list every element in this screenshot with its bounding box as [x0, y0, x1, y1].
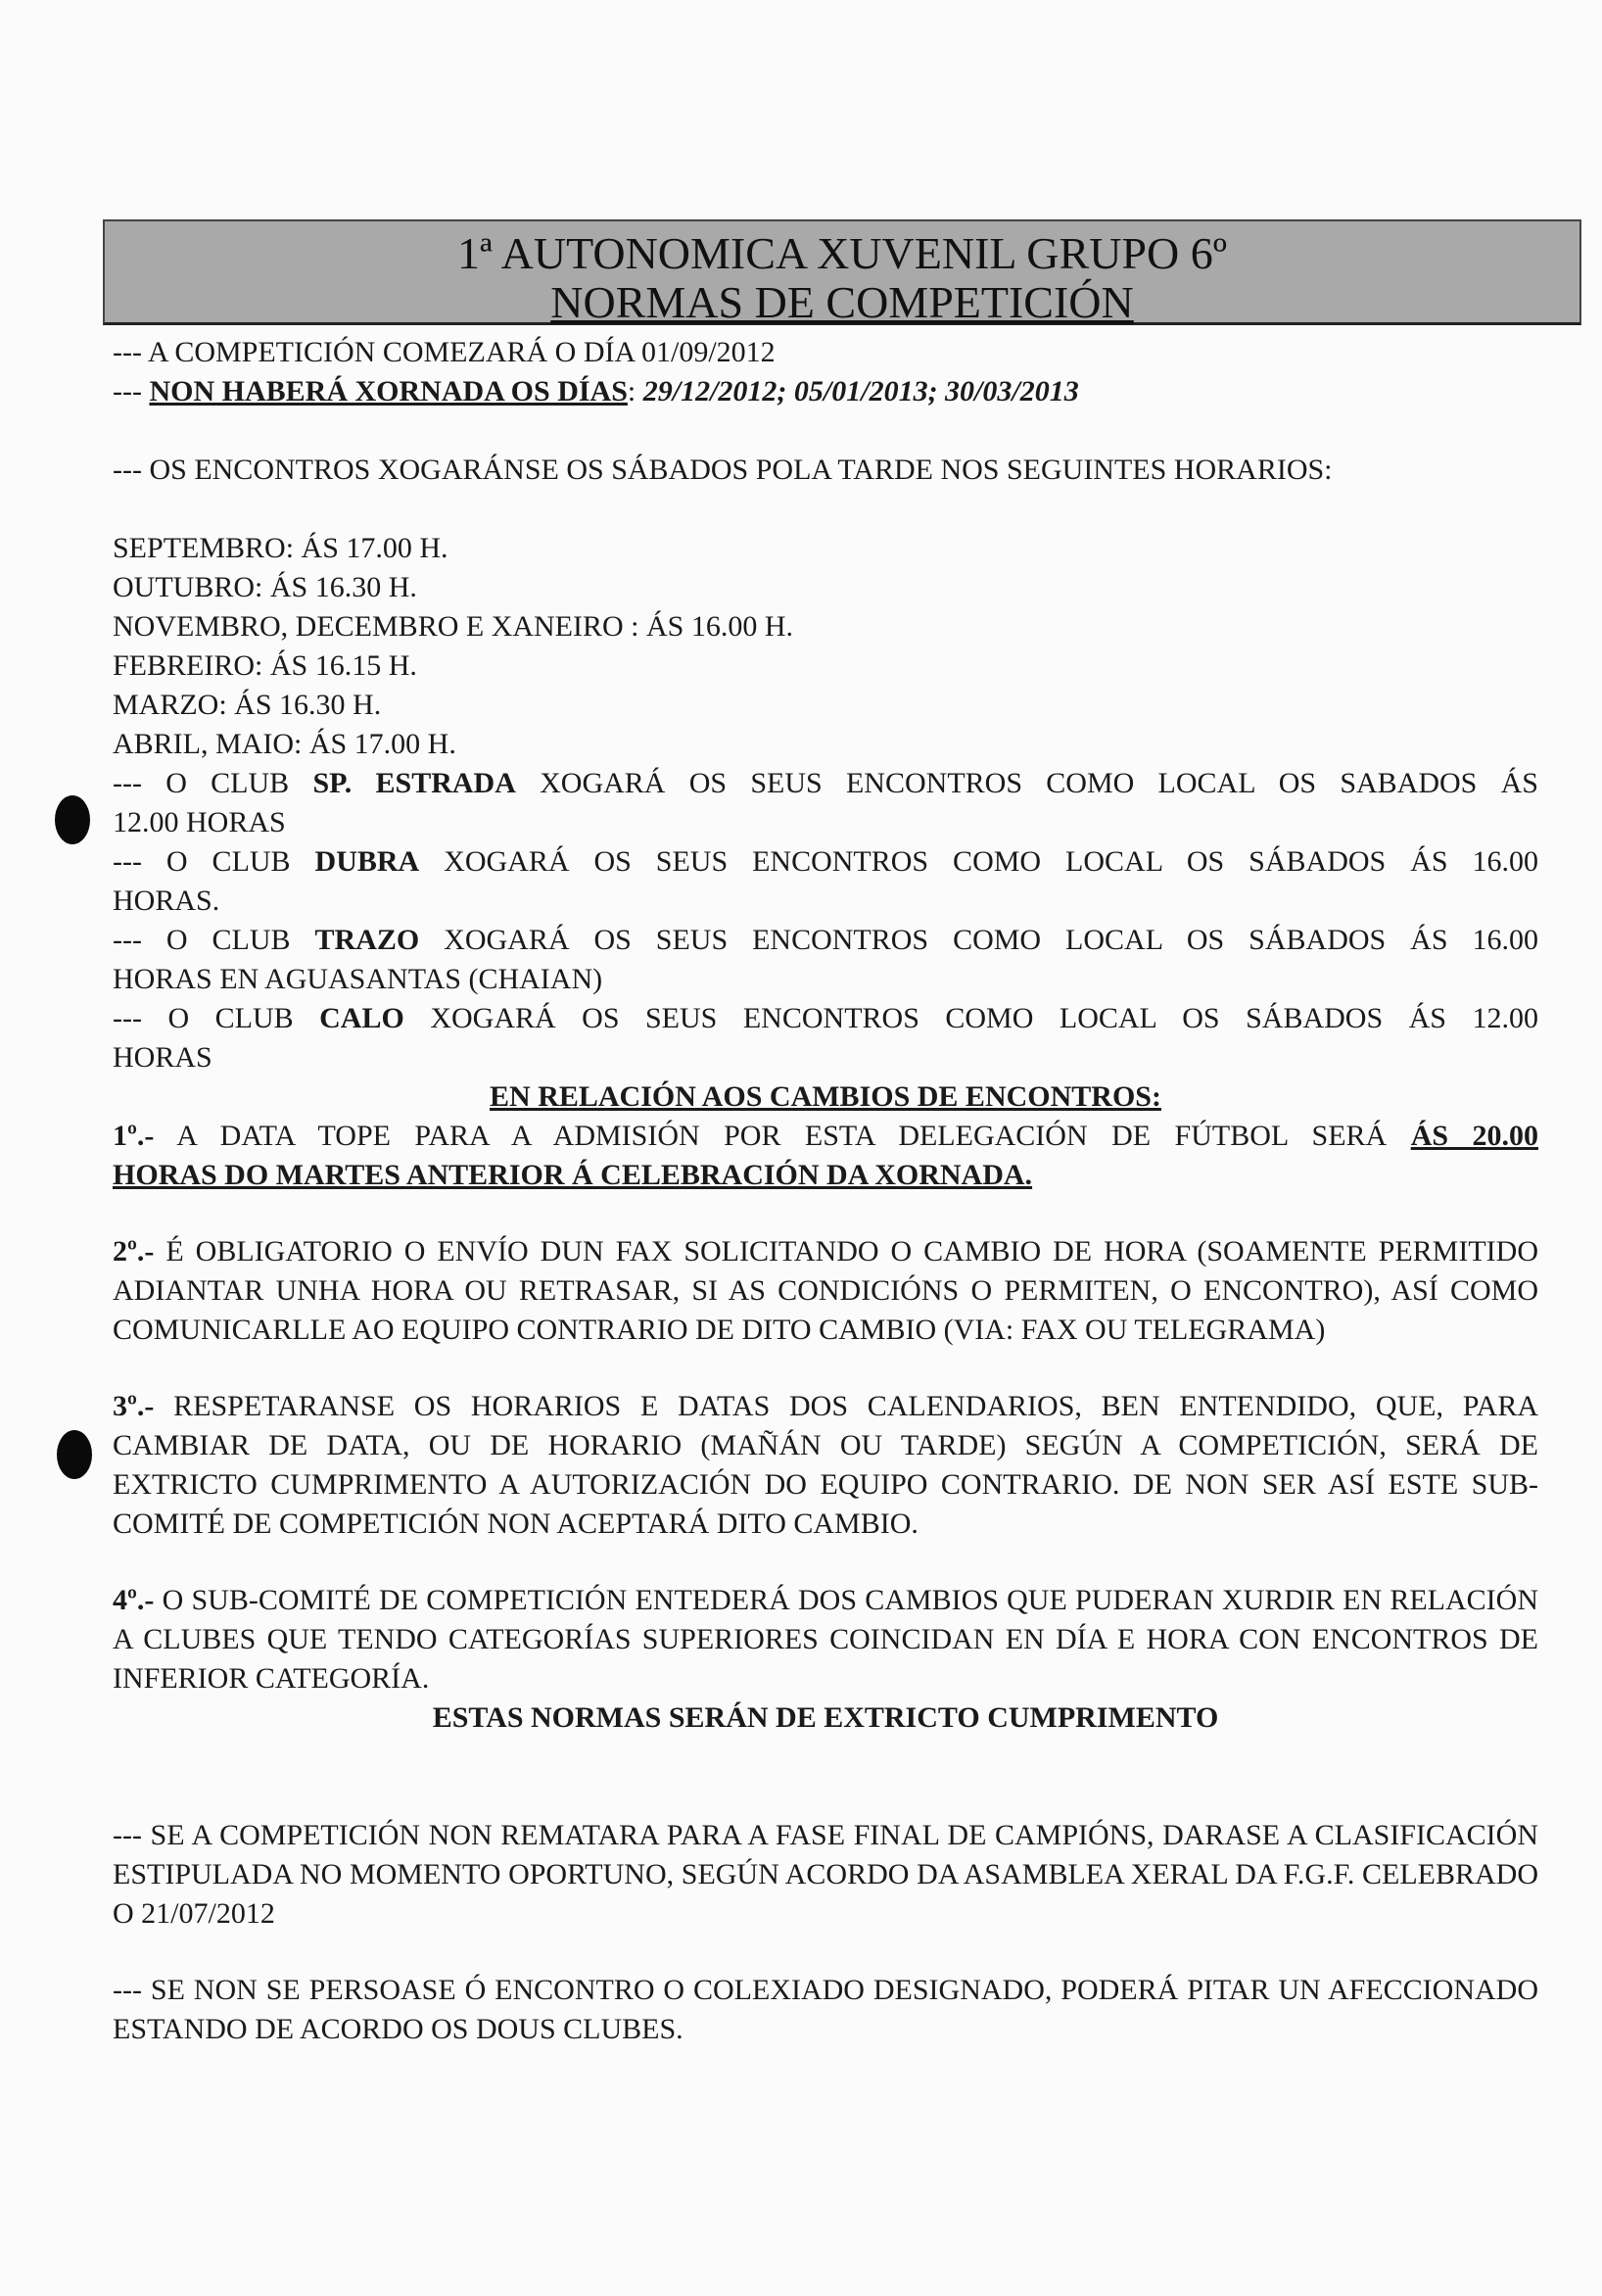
no-matchday-line [113, 372, 1538, 411]
rule-number: 4º.- [113, 1584, 155, 1616]
club-name: CALO [319, 1002, 404, 1034]
punch-hole [57, 1430, 92, 1479]
schedule-item: SEPTEMBRO: ÁS 17.00 H. [113, 532, 448, 564]
no-matchday-label: NON HABERÁ XORNADA OS DÍAS [149, 375, 628, 407]
no-matchday-dates: 29/12/2012; 05/01/2013; 30/03/2013 [642, 375, 1079, 407]
club-prefix: --- O CLUB [113, 924, 315, 956]
club-rule-line2: HORAS [113, 1041, 212, 1074]
rule-deadline: HORAS DO MARTES ANTERIOR Á CELEBRACIÓN DA XORNADA. [113, 1159, 1033, 1191]
changes-heading [113, 1077, 1538, 1117]
club-name: SP. ESTRADA [312, 767, 516, 799]
referee-note: --- SE NON SE PERSOASE Ó ENCONTRO O COLEXIADO DESIGNADO, PODERÁ PITAR UN AFECCIONADO ESTANDO DE ACORDO OS DOUS CLUBES. [113, 1974, 1538, 2045]
club-prefix: --- O CLUB [113, 767, 313, 799]
no-matchday-prefix: --- [113, 375, 150, 407]
rule-text: RESPETARANSE OS HORARIOS E DATAS DOS CALENDARIOS, BEN ENTENDIDO, QUE, PARA CAMBIAR DE DATA, OU DE HORARIO (MAÑÁN OU TARDE) SEGÚN A COMPETICIÓN, SERÁ DE EXTRICTO CUMPRIMENTO A AUTORIZACIÓN DO EQUIPO CONTRARIO. DE NON SER ASÍ ESTE SUB-COMITÉ DE COMPETICIÓN NON ACEPTARÁ DITO CAMBIO. [113, 1390, 1538, 1540]
schedule-intro: --- OS ENCONTROS XOGARÁNSE OS SÁBADOS POLA TARDE NOS SEGUINTES HORARIOS: [113, 454, 1333, 486]
club-text: XOGARÁ OS SEUS ENCONTROS COMO LOCAL OS SÁBADOS ÁS 12.00 [403, 1002, 1538, 1034]
club-rule-line [113, 764, 1538, 803]
compliance-text: ESTAS NORMAS SERÁN DE EXTRICTO CUMPRIMENTO [432, 1701, 1219, 1734]
club-name: DUBRA [314, 845, 420, 878]
rule-text: O SUB-COMITÉ DE COMPETICIÓN ENTEDERÁ DOS CAMBIOS QUE PUDERAN XURDIR EN RELACIÓN A CLUBES QUE TENDO CATEGORÍAS SUPERIORES COINCIDAN EN DÍA E HORA CON ENCONTROS DE INFERIOR CATEGORÍA. [113, 1584, 1538, 1695]
club-rule-line [113, 999, 1538, 1038]
club-rule-line [113, 921, 1538, 960]
document-title: 1ª AUTONOMICA XUVENIL GRUPO 6º [457, 228, 1227, 278]
schedule-item: NOVEMBRO, DECEMBRO E XANEIRO : ÁS 16.00 H. [113, 610, 794, 643]
rule-text: A DATA TOPE PARA A ADMISIÓN POR ESTA DELEGACIÓN DE FÚTBOL SERÁ [154, 1120, 1411, 1152]
club-text: XOGARÁ OS SEUS ENCONTROS COMO LOCAL OS SÁBADOS ÁS 16.00 [419, 845, 1538, 878]
changes-heading-text: EN RELACIÓN AOS CAMBIOS DE ENCONTROS: [490, 1080, 1161, 1113]
document-body [113, 333, 1538, 2049]
document-subtitle: NORMAS DE COMPETICIÓN [550, 277, 1134, 327]
rule-1-line2 [113, 1156, 1538, 1195]
rule-text: É OBLIGATORIO O ENVÍO DUN FAX SOLICITANDO O CAMBIO DE HORA (SOAMENTE PERMITIDO ADIANTAR UNHA HORA OU RETRASAR, SI AS CONDICIÓNS O PERMITEN, O ENCONTRO), ASÍ COMO COMUNICARLLE AO EQUIPO CONTRARIO DE DITO CAMBIO (VIA: FAX OU TELEGRAMA) [113, 1235, 1538, 1346]
club-rule-line2: HORAS EN AGUASANTAS (CHAIAN) [113, 963, 603, 995]
rule-4 [113, 1581, 1538, 1698]
club-rule-line [113, 842, 1538, 882]
start-date-line: --- A COMPETICIÓN COMEZARÁ O DÍA 01/09/2012 [113, 336, 776, 368]
rule-number: 3º.- [113, 1390, 155, 1422]
rule-2 [113, 1232, 1538, 1350]
club-text: XOGARÁ OS SEUS ENCONTROS COMO LOCAL OS SABADOS ÁS [515, 767, 1538, 799]
schedule-item: FEBREIRO: ÁS 16.15 H. [113, 649, 417, 682]
schedule-item: OUTUBRO: ÁS 16.30 H. [113, 571, 417, 603]
club-rule-line2: 12.00 HORAS [113, 806, 286, 838]
rule-number: 1º.- [113, 1120, 155, 1152]
rule-deadline: ÁS 20.00 [1410, 1120, 1538, 1152]
title-banner [103, 219, 1581, 325]
rule-1-line [113, 1117, 1538, 1156]
no-matchday-colon: : [627, 375, 643, 407]
club-text: XOGARÁ OS SEUS ENCONTROS COMO LOCAL OS SÁBADOS ÁS 16.00 [419, 924, 1538, 956]
club-name: TRAZO [314, 924, 420, 956]
final-phase-note: --- SE A COMPETICIÓN NON REMATARA PARA A FASE FINAL DE CAMPIÓNS, DARASE A CLASIFICACIÓN ESTIPULADA NO MOMENTO OPORTUNO, SEGÚN ACORDO DA ASAMBLEA XERAL DA F.G.F. CELEBRADO O 21/07/2012 [113, 1819, 1538, 1930]
club-prefix: --- O CLUB [113, 1002, 320, 1034]
punch-hole [55, 795, 90, 844]
club-prefix: --- O CLUB [113, 845, 315, 878]
club-rule-line2: HORAS. [113, 885, 220, 917]
compliance-note [113, 1698, 1538, 1738]
rule-number: 2º.- [113, 1235, 155, 1268]
schedule-item: ABRIL, MAIO: ÁS 17.00 H. [113, 728, 456, 760]
schedule-item: MARZO: ÁS 16.30 H. [113, 689, 382, 721]
rule-3 [113, 1387, 1538, 1544]
